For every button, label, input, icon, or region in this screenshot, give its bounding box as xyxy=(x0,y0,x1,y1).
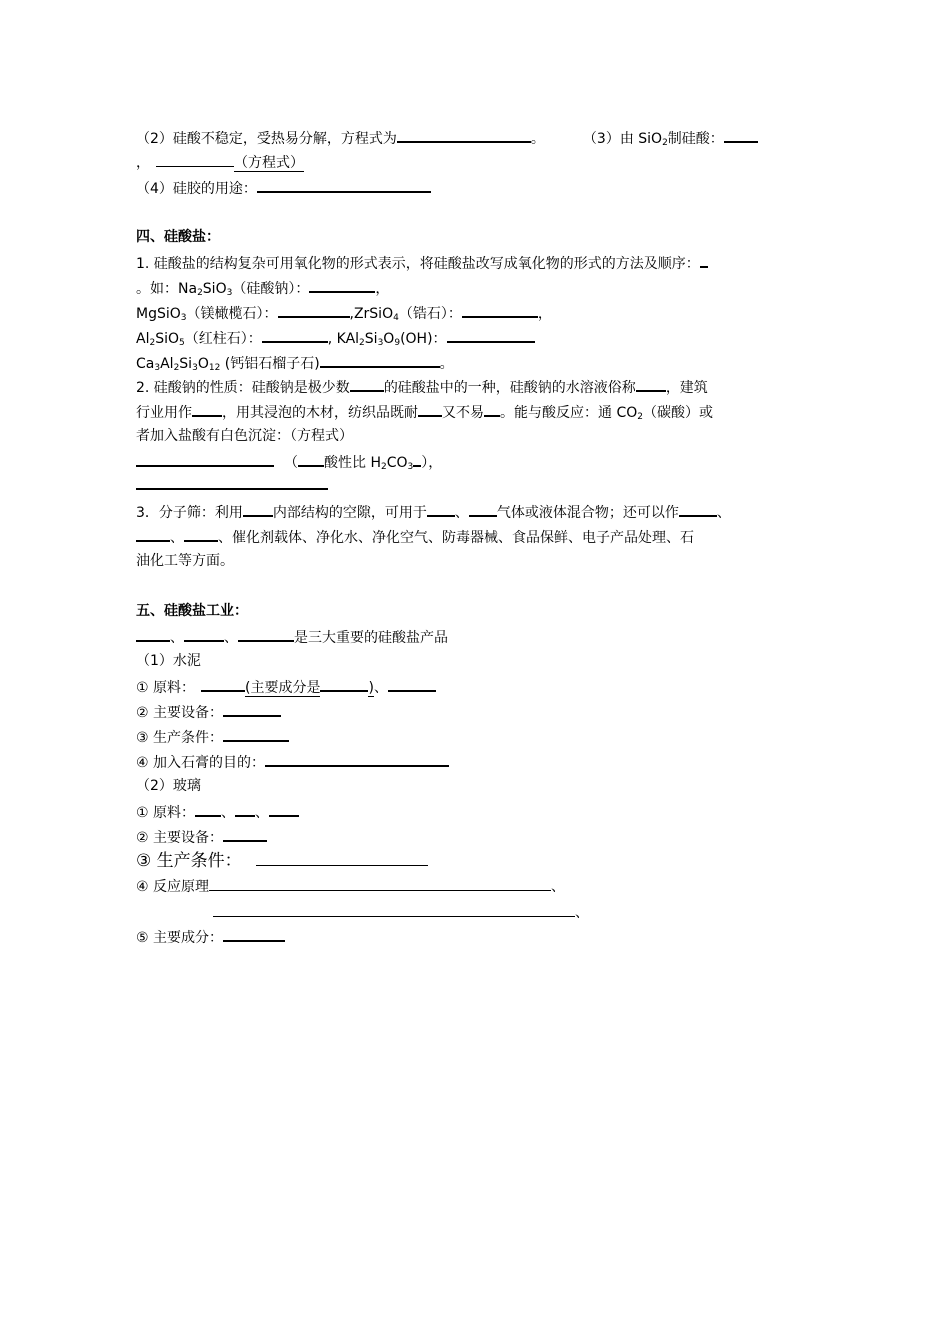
answer-blank[interactable] xyxy=(243,501,273,517)
subscript: 9 xyxy=(394,338,401,348)
answer-blank[interactable] xyxy=(238,626,294,642)
text: ⑤ 主要成分： xyxy=(136,930,224,946)
text: ,ZrSiO xyxy=(349,306,394,322)
text: ， xyxy=(375,281,390,297)
text: ① 原料： xyxy=(136,805,196,821)
reaction-principle-line2 xyxy=(213,902,589,923)
subscript: 3 xyxy=(154,363,161,373)
glass-conditions-line xyxy=(136,849,428,871)
section-heading-silicates: 四、硅酸盐： xyxy=(136,229,220,245)
text: 、 xyxy=(373,680,388,696)
answer-blank[interactable] xyxy=(265,751,449,767)
answer-blank[interactable] xyxy=(484,401,500,417)
text: 行业用作 xyxy=(136,405,192,421)
subscript: 3 xyxy=(180,313,187,323)
cement-heading: （1）水泥 xyxy=(136,653,201,669)
equation-line xyxy=(136,152,304,173)
answer-blank[interactable] xyxy=(136,474,328,490)
text: 制硅酸： xyxy=(667,131,724,147)
text: ，建筑 xyxy=(665,380,708,396)
text: MgSiO xyxy=(136,306,181,322)
answer-blank[interactable] xyxy=(679,501,717,517)
answer-blank[interactable] xyxy=(136,526,170,542)
text: ③ 生产条件： xyxy=(136,851,242,871)
silicic-acid-decomposition-line xyxy=(136,127,758,149)
answer-blank[interactable] xyxy=(320,676,368,692)
text: 、 xyxy=(170,630,184,646)
text: SiO xyxy=(202,281,227,297)
text: （3）由 SiO xyxy=(582,131,663,147)
answer-blank[interactable] xyxy=(223,826,267,842)
three-products-line xyxy=(136,626,448,648)
text: 内部结构的空隙，可用于 xyxy=(272,505,427,521)
answer-blank[interactable] xyxy=(724,127,758,143)
answer-blank[interactable] xyxy=(447,327,535,343)
text: Al xyxy=(160,356,174,372)
answer-blank[interactable] xyxy=(278,302,350,318)
subscript: 12 xyxy=(208,363,221,373)
text: SiO xyxy=(155,331,179,347)
answer-blank[interactable] xyxy=(235,801,255,817)
answer-blank[interactable] xyxy=(223,926,285,942)
text: ③ 生产条件： xyxy=(136,730,224,746)
p2-line1 xyxy=(136,376,708,398)
text: Si xyxy=(179,356,193,372)
text: 、 xyxy=(551,879,566,895)
glass-raw-materials-line xyxy=(136,801,299,823)
mg-zr-line xyxy=(136,302,552,324)
subscript: 3 xyxy=(192,363,198,373)
text: （红柱石）： xyxy=(184,331,262,347)
al-k-line xyxy=(136,327,535,349)
answer-blank[interactable] xyxy=(397,127,531,143)
answer-blank[interactable] xyxy=(636,376,666,392)
text: , KAl xyxy=(327,331,360,347)
text: ) xyxy=(368,680,374,696)
text: 、 xyxy=(255,805,270,821)
text: ， xyxy=(537,306,552,322)
answer-blank[interactable] xyxy=(418,401,442,417)
subscript: 2 xyxy=(197,288,203,298)
ca-line xyxy=(136,352,454,374)
text: （锆石）： xyxy=(398,306,462,322)
text: 、催化剂载体、净化水、净化空气、防毒器械、食品保鲜、电子产品处理、石 xyxy=(218,530,694,546)
answer-blank[interactable] xyxy=(257,177,431,193)
text: Al xyxy=(136,331,150,347)
p3-line2 xyxy=(136,526,694,548)
text: 。 xyxy=(439,356,454,372)
text: （硅酸钠）： xyxy=(232,281,310,297)
answer-blank[interactable] xyxy=(309,277,375,293)
answer-blank[interactable] xyxy=(136,451,274,467)
text: 、 xyxy=(454,505,469,521)
text: 3．分子筛：利用 xyxy=(136,505,243,521)
text: (钙铝石榴子石) xyxy=(220,356,320,372)
text: O xyxy=(383,331,395,347)
p3-line3: 油化工等方面。 xyxy=(136,553,234,569)
text: 2. 硅酸钠的性质：硅酸钠是极少数 xyxy=(136,380,350,396)
text: ， xyxy=(136,155,150,171)
text: 、 xyxy=(221,805,236,821)
answer-blank[interactable] xyxy=(256,849,428,866)
text: 是三大重要的硅酸盐产品 xyxy=(294,630,448,646)
answer-blank[interactable] xyxy=(469,501,497,517)
p2-line2 xyxy=(136,401,713,423)
subscript: 3 xyxy=(407,462,414,472)
text: ② 主要设备： xyxy=(136,830,224,846)
subscript: 2 xyxy=(359,338,365,348)
text: 、 xyxy=(716,505,731,521)
text: 、 xyxy=(575,905,589,921)
answer-blank[interactable] xyxy=(223,701,281,717)
answer-blank[interactable] xyxy=(136,626,170,642)
answer-blank[interactable] xyxy=(262,327,328,343)
equation-label: （方程式） xyxy=(234,155,304,171)
answer-blank[interactable] xyxy=(298,451,324,467)
text: 、 xyxy=(224,630,238,646)
glass-equipment-line xyxy=(136,826,267,848)
silica-gel-use-line xyxy=(136,177,431,199)
p1-line1 xyxy=(136,252,708,274)
answer-blank[interactable] xyxy=(269,801,299,817)
subscript: 3 xyxy=(226,288,233,298)
text: 。 xyxy=(530,131,545,147)
answer-blank[interactable] xyxy=(350,376,384,392)
text: (OH)： xyxy=(400,331,447,347)
text: 的硅酸盐中的一种，硅酸钠的水溶液俗称 xyxy=(383,380,636,396)
cement-conditions-line xyxy=(136,726,289,748)
subscript: 2 xyxy=(173,363,180,373)
answer-blank[interactable] xyxy=(195,801,221,817)
answer-blank[interactable] xyxy=(184,626,224,642)
answer-blank[interactable] xyxy=(184,526,218,542)
text: 。如：Na xyxy=(136,281,198,297)
answer-blank[interactable] xyxy=(223,726,289,742)
text: ）， xyxy=(421,455,443,471)
answer-blank[interactable] xyxy=(427,501,455,517)
answer-blank[interactable] xyxy=(201,676,245,692)
p1-line2 xyxy=(136,277,389,299)
text: ④ 反应原理 xyxy=(136,879,210,895)
answer-blank[interactable] xyxy=(213,902,575,917)
gypsum-purpose-line xyxy=(136,751,449,773)
subscript: 3 xyxy=(377,338,384,348)
subscript: 5 xyxy=(179,338,185,348)
answer-blank[interactable] xyxy=(462,302,538,318)
text: O xyxy=(197,356,209,372)
p2-line4 xyxy=(136,451,442,473)
reaction-principle-line1 xyxy=(136,876,565,897)
answer-blank[interactable] xyxy=(209,876,551,891)
p3-line1 xyxy=(136,501,731,523)
subscript: 2 xyxy=(637,412,643,422)
text: ，用其浸泡的木材，纺织品既耐 xyxy=(222,405,418,421)
glass-heading: （2）玻璃 xyxy=(136,778,201,794)
answer-blank[interactable] xyxy=(156,152,234,167)
answer-blank[interactable] xyxy=(388,676,436,692)
text: Si xyxy=(364,331,378,347)
subscript: 2 xyxy=(149,338,156,348)
subscript: 4 xyxy=(393,313,399,323)
cement-equipment-line xyxy=(136,701,281,723)
section-heading-silicate-industry: 五、硅酸盐工业： xyxy=(136,603,248,619)
text: （碳酸）或 xyxy=(642,405,713,421)
subscript: 2 xyxy=(380,462,387,472)
p2-line5 xyxy=(136,474,328,496)
text: （ xyxy=(284,455,298,471)
text: （4）硅胶的用途： xyxy=(136,181,257,197)
text: ② 主要设备： xyxy=(136,705,224,721)
p2-line3: 者加入盐酸有白色沉淀：（方程式） xyxy=(136,428,353,444)
answer-blank[interactable] xyxy=(192,401,222,417)
text: （镁橄榄石）： xyxy=(186,306,278,322)
text: 、 xyxy=(170,530,184,546)
text: 又不易 xyxy=(442,405,484,421)
text: Ca xyxy=(136,356,155,372)
text: 酸性比 H xyxy=(324,455,381,471)
subscript: 2 xyxy=(662,138,668,148)
cement-raw-materials-line xyxy=(136,676,436,698)
text: 。能与酸反应：通 CO xyxy=(500,405,638,421)
glass-composition-line xyxy=(136,926,285,948)
answer-blank[interactable] xyxy=(320,352,440,368)
text: CO xyxy=(386,455,408,471)
text: ① 原料： xyxy=(136,680,196,696)
text: ④ 加入石膏的目的： xyxy=(136,755,266,771)
answer-blank[interactable] xyxy=(700,252,708,268)
text: 1. 硅酸盐的结构复杂可用氧化物的形式表示，将硅酸盐改写成氧化物的形式的方法及顺序： xyxy=(136,256,700,272)
text: (主要成分是 xyxy=(245,680,321,696)
text: （2）硅酸不稳定，受热易分解，方程式为 xyxy=(136,131,397,147)
text: 气体或液体混合物；还可以作 xyxy=(496,505,679,521)
